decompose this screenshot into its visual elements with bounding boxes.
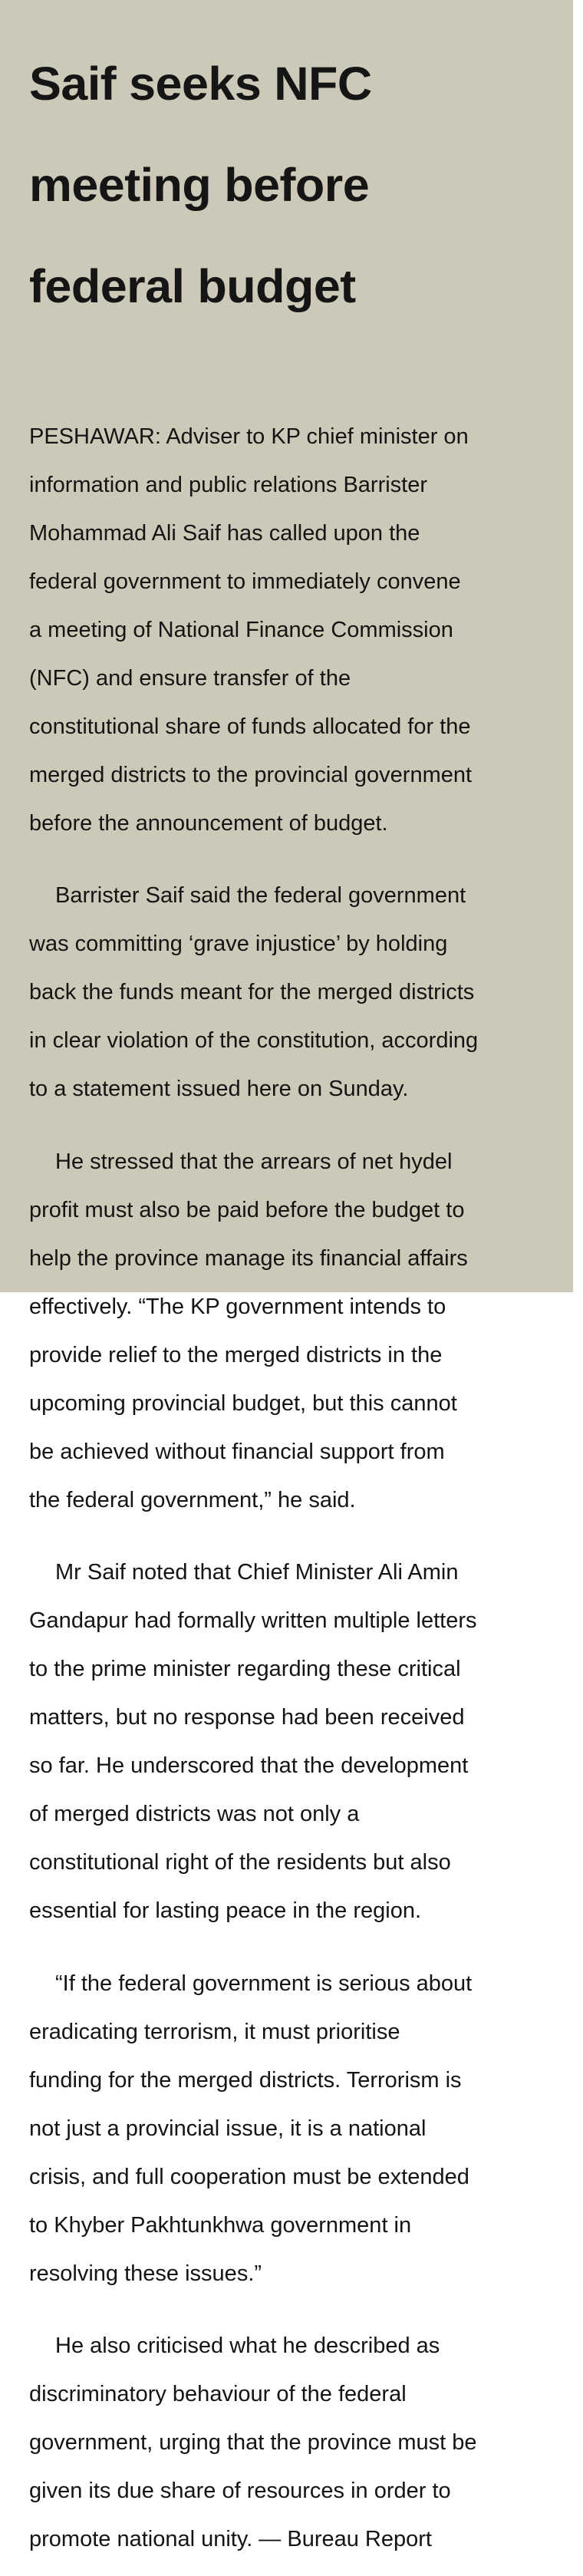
text-line: He also criticised what he described as xyxy=(29,2334,562,2359)
text-line: provide relief to the merged districts in the xyxy=(29,1344,562,1368)
article-body xyxy=(29,401,562,2576)
headline xyxy=(29,8,578,362)
text-line: PESHAWAR: Adviser to KP chief minister on xyxy=(29,425,562,450)
paragraph xyxy=(29,860,562,1126)
text-line: crisis, and full cooperation must be extended xyxy=(29,2165,562,2190)
text-line: funding for the merged districts. Terrorism is xyxy=(29,2069,562,2093)
text-line: Mr Saif noted that Chief Minister Ali Amin xyxy=(29,1561,562,1585)
text-line: be achieved without financial support from xyxy=(29,1440,562,1465)
text-line: given its due share of resources in order to xyxy=(29,2479,562,2504)
headline-line: Saif seeks NFC xyxy=(29,58,578,109)
text-line: to a statement issued here on Sunday. xyxy=(29,1077,562,1102)
text-line: was committing ‘grave injustice’ by holding xyxy=(29,932,562,957)
text-line: discriminatory behaviour of the federal xyxy=(29,2383,562,2407)
text-line: “If the federal government is serious about xyxy=(29,1972,562,1997)
text-line: constitutional share of funds allocated for the xyxy=(29,715,562,740)
text-line: government, urging that the province must be xyxy=(29,2431,562,2456)
text-line: to Khyber Pakhtunkhwa government in xyxy=(29,2214,562,2238)
text-line: profit must also be paid before the budget to xyxy=(29,1199,562,1223)
text-line: to the prime minister regarding these critical xyxy=(29,1657,562,1682)
headline-line: federal budget xyxy=(29,261,578,312)
text-line: so far. He underscored that the development xyxy=(29,1754,562,1779)
text-line: promote national unity. — Bureau Report xyxy=(29,2528,562,2552)
text-line: merged districts to the provincial government xyxy=(29,764,562,788)
text-line: upcoming provincial budget, but this cannot xyxy=(29,1392,562,1417)
text-line: resolving these issues.” xyxy=(29,2262,562,2287)
text-line: information and public relations Barrister xyxy=(29,473,562,498)
text-line: in clear violation of the constitution, according xyxy=(29,1029,562,1054)
paragraph xyxy=(29,1126,562,1537)
text-line: Gandapur had formally written multiple letters xyxy=(29,1609,562,1634)
text-line: effectively. “The KP government intends to xyxy=(29,1295,562,1320)
text-line: Barrister Saif said the federal government xyxy=(29,884,562,909)
text-line: a meeting of National Finance Commission xyxy=(29,618,562,643)
text-line: matters, but no response had been received xyxy=(29,1706,562,1730)
text-line: back the funds meant for the merged districts xyxy=(29,981,562,1005)
text-line: of merged districts was not only a xyxy=(29,1803,562,1827)
text-line: before the announcement of budget. xyxy=(29,812,562,836)
newspaper-clipping xyxy=(0,0,573,1292)
text-line: help the province manage its financial affairs xyxy=(29,1247,562,1272)
text-line: Mohammad Ali Saif has called upon the xyxy=(29,522,562,546)
text-line: federal government to immediately convene xyxy=(29,570,562,595)
text-line: constitutional right of the residents but also xyxy=(29,1851,562,1875)
text-line: essential for lasting peace in the region. xyxy=(29,1899,562,1924)
paragraph-dateline xyxy=(29,401,562,860)
headline-line: meeting before xyxy=(29,160,578,210)
text-line: He stressed that the arrears of net hydel xyxy=(29,1150,562,1175)
text-line: (NFC) and ensure transfer of the xyxy=(29,667,562,691)
paragraph xyxy=(29,1537,562,1948)
text-line: the federal government,” he said. xyxy=(29,1489,562,1513)
text-line: eradicating terrorism, it must prioritise xyxy=(29,2020,562,2045)
text-line: not just a provincial issue, it is a national xyxy=(29,2117,562,2142)
paragraph xyxy=(29,1948,562,2310)
paragraph-closing xyxy=(29,2310,562,2576)
